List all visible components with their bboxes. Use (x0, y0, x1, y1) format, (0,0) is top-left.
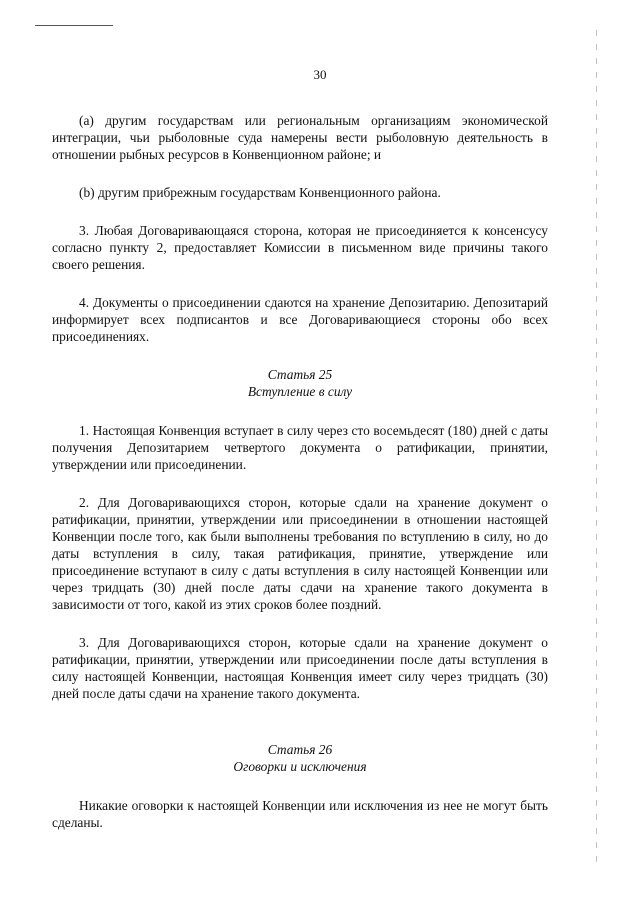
article-25-paragraph-3: 3. Для Договаривающихся сторон, которые сдали на хранение документ о ратификации, принятии, утверждении или присоединении после даты вступления в силу настоящей Конвенции, настоящая Конвенция имеет силу через тридцать (30) дней после даты сдачи на хранение такого документа. (52, 635, 548, 701)
article-25-subtitle: Вступление в силу (247, 384, 353, 399)
paragraph-a: (a) другим государствам или региональным организациям экономической интеграции, чьи рыболовные суда намерены вести рыболовную деятельность в отношении рыбных ресурсов в Конвенционном районе; и (52, 113, 548, 162)
article-25-paragraph-2: 2. Для Договаривающихся сторон, которые сдали на хранение документ о ратификации, принятии, утверждении или присоединении в отношении настоящей Конвенции после того, как были выполнены требования по вступлению в силу, но до даты вступления в силу, такая ратификация, принятие, утверждение или присоединение вступают в силу с даты вступления в силу настоящей Конвенции или через тридцать (30) дней после даты сдачи на хранение такого документа в зависимости от того, какой из этих сроков более поздний. (52, 495, 548, 612)
page-number: 30 (313, 67, 327, 82)
paragraph-3: 3. Любая Договаривающаяся сторона, которая не присоединяется к консенсусу согласно пункту 2, предоставляет Комиссии в письменном виде причины такого своего решения. (52, 223, 548, 272)
scan-artifact-line (35, 25, 113, 26)
article-25-title: Статья 25 (267, 367, 333, 382)
article-26-subtitle: Оговорки и исключения (233, 759, 367, 774)
paragraph-4: 4. Документы о присоединении сдаются на хранение Депозитарию. Депозитарий информирует всех подписантов и все Договаривающиеся стороны обо всех присоединениях. (52, 295, 548, 344)
article-25-paragraph-1: 1. Настоящая Конвенция вступает в силу через сто восемьдесят (180) дней с даты получения Депозитарием четвертого документа о ратификации, принятии, утверждении или присоединении. (52, 423, 548, 472)
article-25-heading-block (52, 366, 548, 400)
document-body (52, 112, 548, 831)
article-26-title: Статья 26 (267, 742, 333, 757)
paragraph-b: (b) другим прибрежным государствам Конвенционного района. (79, 185, 441, 200)
article-26-heading-block (52, 741, 548, 775)
scan-artifact-edge (596, 30, 597, 870)
article-26-paragraph-1: Никакие оговорки к настоящей Конвенции или исключения из нее не могут быть сделаны. (52, 798, 548, 830)
